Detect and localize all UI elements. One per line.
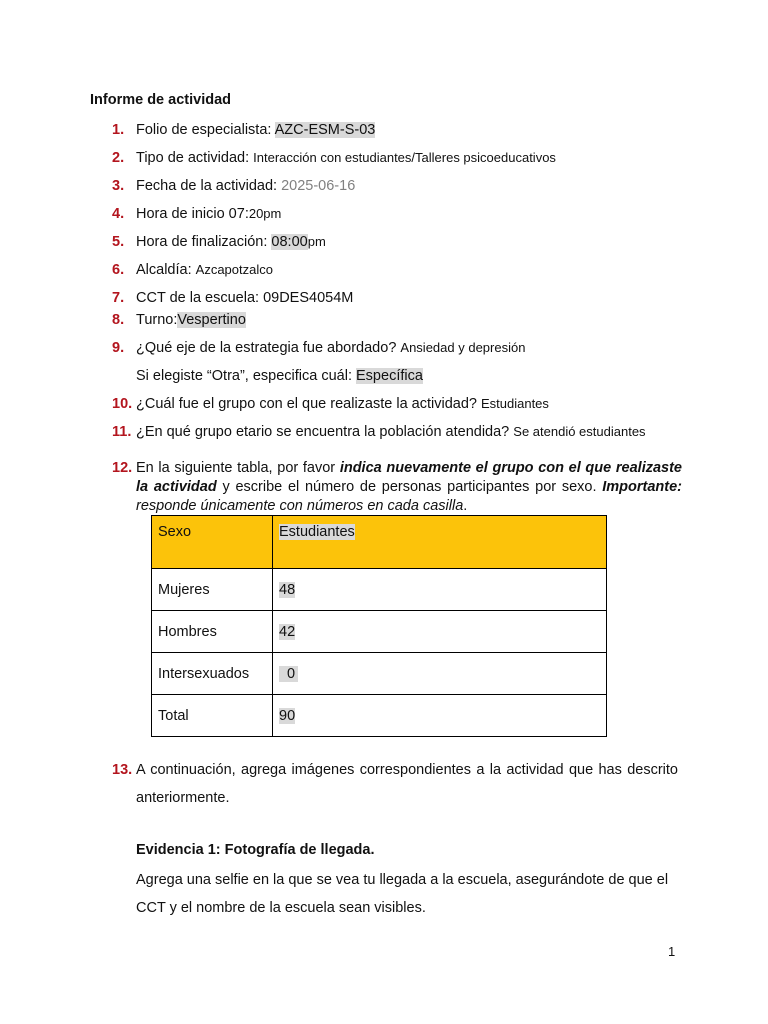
table-row (152, 653, 607, 695)
field-value: 09DES4054M (263, 290, 354, 306)
item-number: 1. (112, 122, 125, 138)
field-value: 20pm (248, 206, 282, 221)
table-cell-value: 48 (279, 581, 296, 598)
field-label: Folio de especialista: (136, 122, 275, 138)
question-13 (112, 756, 678, 812)
item-number: 13. (112, 762, 133, 778)
field-value: Ansiedad y depresión (400, 340, 526, 355)
table-cell-label: Hombres (152, 611, 273, 653)
evidence-heading: Evidencia 1: Fotografía de llegada. (136, 842, 375, 858)
item-number: 6. (112, 262, 125, 278)
table-cell-value: 42 (279, 623, 296, 640)
table-header-row (152, 516, 607, 569)
item-number: 7. (112, 290, 125, 306)
field-label: Turno: (136, 312, 178, 328)
field-label: Hora de inicio 07: (136, 206, 249, 222)
q12-pre: En la siguiente tabla, por favor (136, 460, 340, 476)
field-label: Si elegiste “Otra”, especifica cuál: (136, 368, 357, 384)
field-label: ¿En qué grupo etario se encuentra la población atendida? (136, 424, 514, 440)
table-cell-value: 0 (279, 666, 298, 682)
table-row (152, 611, 607, 653)
field-label: Fecha de la actividad: (136, 178, 282, 194)
field-label: Hora de finalización: (136, 234, 272, 250)
q12-end: . (463, 498, 468, 514)
table-cell (273, 569, 607, 611)
item-number: 8. (112, 312, 125, 328)
item-number: 11. (112, 424, 132, 440)
evidence-text: Agrega una selfie en la que se vea tu llegada a la escuela, asegurándote de que el CCT y el nombre de la escuela sean visibles. (136, 872, 669, 916)
item-number: 3. (112, 178, 125, 194)
table-cell-label: Mujeres (152, 569, 273, 611)
table-cell (273, 653, 607, 695)
table-cell (273, 695, 607, 737)
q12-emphasis: indica nuevamente el grupo con el que realizaste la actividad (136, 460, 682, 495)
field-value: Estudiantes (480, 396, 549, 411)
item-number: 4. (112, 206, 125, 222)
field-label: Tipo de actividad: (136, 150, 254, 166)
field-value: Vespertino (177, 312, 246, 328)
item-number: 9. (112, 340, 125, 356)
item-number: 2. (112, 150, 125, 166)
field-label: CCT de la escuela: (136, 290, 264, 306)
page-number: 1 (668, 944, 676, 959)
q12-important-label: Importante: (602, 479, 682, 495)
participants-table (151, 515, 607, 737)
table-row (152, 569, 607, 611)
field-value: 2025-06-16 (281, 178, 356, 194)
item-number: 5. (112, 234, 125, 250)
q12-mid: y escribe el número de personas participantes por sexo. (216, 479, 603, 495)
field-value: Se atendió estudiantes (513, 424, 646, 439)
field-label: Alcaldía: (136, 262, 196, 278)
question-12-text (136, 459, 682, 516)
table-header-cell (273, 516, 607, 569)
table-cell-value: 90 (279, 707, 296, 724)
field-suffix: pm (307, 234, 326, 249)
table-header-cell: Sexo (152, 516, 273, 569)
field-value: Interacción con estudiantes/Talleres psicoeducativos (253, 150, 556, 165)
field-value: 08:00 (271, 234, 308, 250)
question-13-text: A continuación, agrega imágenes correspondientes a la actividad que has descrito anteriormente. (136, 762, 678, 806)
table-header-value: Estudiantes (279, 524, 355, 540)
table-cell (273, 611, 607, 653)
document-title: Informe de actividad (90, 92, 232, 108)
field-value: Azcapotzalco (195, 262, 273, 277)
field-value: Específica (356, 368, 423, 384)
field-label: ¿Qué eje de la estrategia fue abordado? (136, 340, 401, 356)
table-row (152, 695, 607, 737)
question-12 (112, 459, 682, 516)
q12-important-text: responde únicamente con números en cada casilla (136, 498, 464, 514)
table-cell-label: Intersexuados (152, 653, 273, 695)
field-value: AZC-ESM-S-03 (274, 122, 376, 138)
item-number: 10. (112, 396, 133, 412)
field-label: ¿Cuál fue el grupo con el que realizaste la actividad? (136, 396, 481, 412)
table-cell-label: Total (152, 695, 273, 737)
item-number: 12. (112, 460, 133, 476)
